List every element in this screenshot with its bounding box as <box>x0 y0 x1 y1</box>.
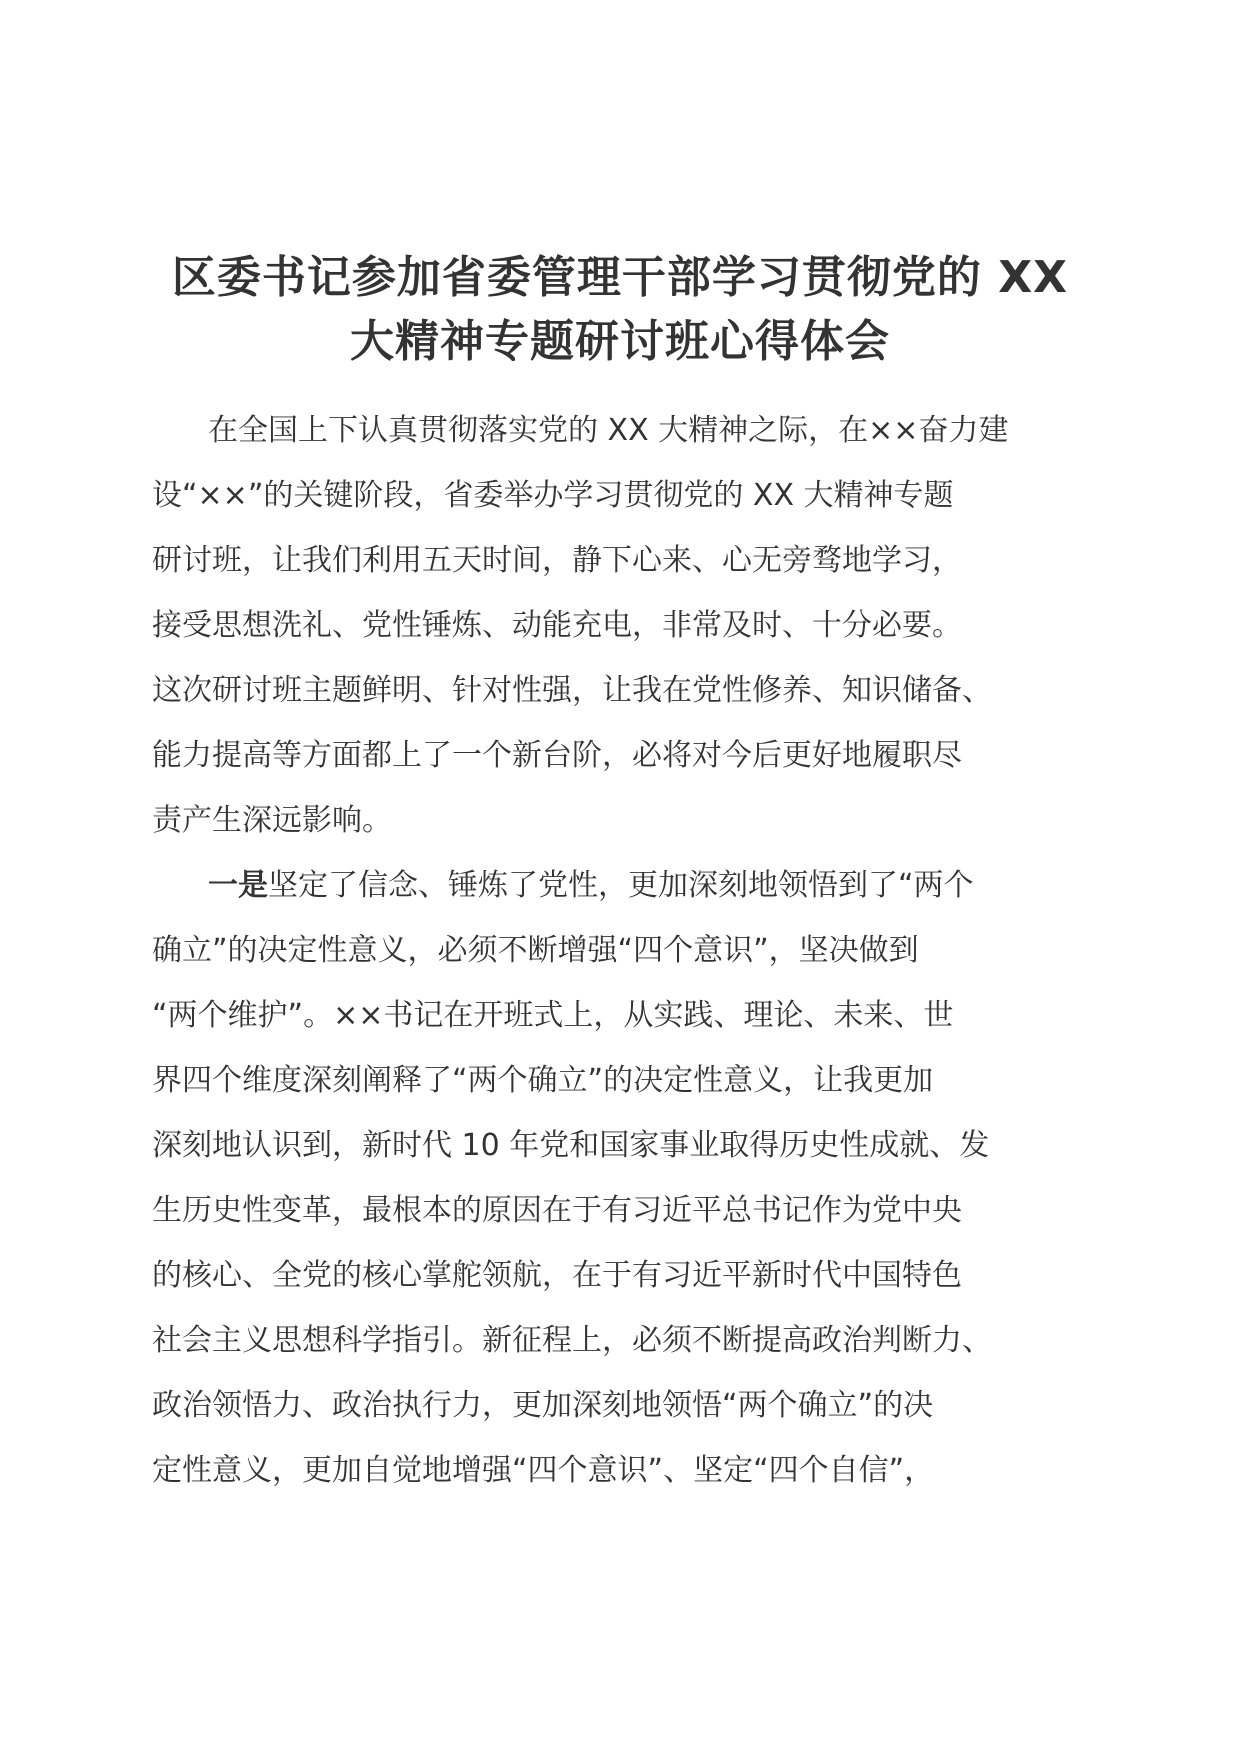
paragraph-line: 定性意义，更加自觉地增强“四个意识”、坚定“四个自信”， <box>152 1453 935 1488</box>
paragraph-line: 深刻地认识到，新时代 10 年党和国家事业取得历史性成就、发 <box>152 1128 990 1163</box>
paragraph-line: 的核心、全党的核心掌舵领航，在于有习近平新时代中国特色 <box>152 1258 962 1293</box>
paragraph-intro <box>152 398 1092 853</box>
paragraph-lead: 一是 <box>208 868 268 903</box>
paragraph-line: 生历史性变革，最根本的原因在于有习近平总书记作为党中央 <box>152 1193 962 1228</box>
title-line: 大精神专题研讨班心得体会 <box>350 316 890 367</box>
title-line: 区委书记参加省委管理干部学习贯彻党的 XX <box>171 252 1069 303</box>
document-body <box>152 398 1092 1503</box>
paragraph-line: 能力提高等方面都上了一个新台阶，必将对今后更好地履职尽 <box>152 738 962 773</box>
paragraph-line: 责产生深远影响。 <box>152 803 392 838</box>
paragraph-line: 政治领悟力、政治执行力，更加深刻地领悟“两个确立”的决 <box>152 1388 934 1423</box>
paragraph-line: 研讨班，让我们利用五天时间，静下心来、心无旁骛地学习， <box>152 543 962 578</box>
paragraph-point-one <box>152 853 1092 1503</box>
document-title <box>150 246 1090 374</box>
paragraph-line <box>152 853 1092 918</box>
paragraph-line-text: 坚定了信念、锤炼了党性，更加深刻地领悟到了“两个 <box>268 868 974 903</box>
paragraph-line: 在全国上下认真贯彻落实党的 XX 大精神之际，在××奋力建 <box>208 413 1009 448</box>
paragraph-line: 界四个维度深刻阐释了“两个确立”的决定性意义，让我更加 <box>152 1063 934 1098</box>
paragraph-line: “两个维护”。××书记在开班式上，从实践、理论、未来、世 <box>152 998 954 1033</box>
paragraph-line: 设“××”的关键阶段，省委举办学习贯彻党的 XX 大精神专题 <box>152 478 954 513</box>
paragraph-line: 社会主义思想科学指引。新征程上，必须不断提高政治判断力、 <box>152 1323 992 1358</box>
paragraph-line: 确立”的决定性意义，必须不断增强“四个意识”，坚决做到 <box>152 933 919 968</box>
paragraph-line: 接受思想洗礼、党性锤炼、动能充电，非常及时、十分必要。 <box>152 608 962 643</box>
paragraph-line: 这次研讨班主题鲜明、针对性强，让我在党性修养、知识储备、 <box>152 673 992 708</box>
